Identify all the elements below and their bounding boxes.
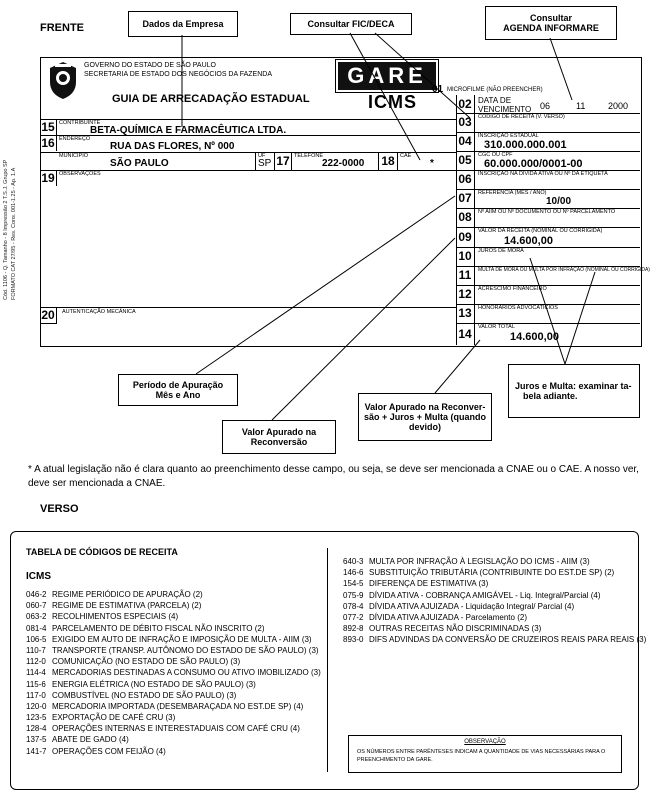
- codes-table-subtitle: ICMS: [26, 571, 51, 582]
- code-row: [343, 556, 633, 567]
- code-value: 146-6: [343, 568, 364, 578]
- code-description: SUBSTITUIÇÃO TRIBUTÁRIA (CONTRIBUINTE DO EST.DE SP) (2): [369, 568, 615, 578]
- field-06-number: 06: [456, 170, 475, 189]
- total-label: VALOR TOTAL: [478, 324, 515, 330]
- field-13-number: 13: [456, 304, 475, 323]
- field-08-number: 08: [456, 208, 475, 227]
- code-description: DIFERENÇA DE ESTIMATIVA (3): [369, 579, 489, 589]
- code-value: 110-7: [26, 645, 46, 655]
- code-description: MERCADORIAS DESTINADAS A CONSUMO OU ATIVO IMOBILIZADO (3): [52, 668, 321, 678]
- side-print-line1: Cód. 1106 - Q. Tamanho - 8 Impressão 2 T.S.J. Grupo SP: [3, 159, 9, 300]
- field-01-number: 01: [432, 84, 444, 95]
- code-row: [343, 590, 633, 601]
- field-05-number: 05: [456, 151, 475, 170]
- code-value: 046-2: [26, 590, 47, 599]
- code-row: [26, 679, 326, 690]
- code-value: 893-0: [343, 635, 364, 645]
- code-row: [343, 567, 633, 578]
- code-value: 154-5: [343, 579, 364, 589]
- code-row: [26, 701, 326, 712]
- code-value: 892-8: [343, 624, 364, 634]
- code-description: DÍVIDA ATIVA AJUIZADA - Parcelamento (2): [369, 612, 527, 622]
- code-row: [26, 667, 326, 678]
- uf-label: UF: [258, 153, 266, 159]
- code-description: REGIME DE ESTIMATIVA (PARCELA) (2): [52, 601, 202, 611]
- section-front-heading: FRENTE: [40, 22, 84, 34]
- field-18-number: 18: [378, 152, 398, 170]
- municipio-value: SÃO PAULO: [110, 158, 169, 169]
- acrescimo-label: ACRÉSCIMO FINANCEIRO: [478, 286, 547, 292]
- code-value: 112-0: [26, 657, 46, 667]
- observation-title: OBSERVAÇÃO: [464, 739, 506, 745]
- callout-valor-juros-line2: são + Juros + Multa (quando: [363, 412, 487, 422]
- callout-valor-apurado-line1: Valor Apurado na: [241, 427, 317, 437]
- code-description: DÍVIDA ATIVA AJUIZADA - Liquidação Integral/ Parcial (4): [369, 601, 575, 611]
- code-description: OPERAÇÕES INTERNAS E INTERESTADUAIS COM CAFÉ CRU (4): [52, 724, 300, 734]
- code-row: [26, 690, 326, 701]
- valor-receita-label: VALOR DA RECEITA (NOMINAL OU CORRIGIDA): [478, 228, 603, 234]
- code-row: [26, 734, 326, 745]
- code-row: [26, 712, 326, 723]
- code-description: RECOLHIMENTOS ESPECIAIS (4): [52, 612, 179, 622]
- field-03-number: 03: [456, 113, 475, 132]
- referencia-value: 10/00: [546, 196, 572, 207]
- data-year: 2000: [608, 101, 629, 111]
- code-value: 081-4: [26, 623, 47, 633]
- callout-valor-apurado: [222, 420, 336, 454]
- code-description: OUTRAS RECEITAS NÃO DISCRIMINADAS (3): [369, 624, 542, 634]
- code-value: 137-5: [26, 735, 47, 745]
- callout-consultar-fic-text: Consultar FIC/DECA: [307, 19, 395, 29]
- total-value: 14.600,00: [510, 331, 559, 343]
- field-16-number: 16: [40, 135, 57, 151]
- code-value: 075-9: [343, 590, 364, 600]
- code-row: [26, 600, 326, 611]
- code-row: [26, 645, 326, 656]
- codes-table-title: TABELA DE CÓDIGOS DE RECEITA: [26, 547, 178, 557]
- data-label-line1: DATA DE: [478, 96, 512, 105]
- multa-label: MULTA DE MORA OU MULTA POR INFRAÇÃO (NOMINAL OU CORRIGIDA): [478, 267, 650, 273]
- callout-valor-juros: [358, 393, 492, 441]
- endereco-value: RUA DAS FLORES, Nº 000: [110, 141, 235, 152]
- cgc-value: 60.000.000/0001-00: [484, 158, 583, 170]
- code-value: 123-5: [26, 713, 47, 723]
- field-07-number: 07: [456, 189, 475, 208]
- callout-valor-juros-line3: devido): [408, 422, 441, 432]
- code-row: [343, 601, 633, 612]
- code-description: EXIGIDO EM AUTO DE INFRAÇÃO E IMPOSIÇÃO DE MULTA - AIIM (3): [52, 634, 312, 644]
- code-row: [343, 623, 633, 634]
- code-row: [26, 611, 326, 622]
- endereco-label: ENDEREÇO: [59, 136, 91, 142]
- field-10-number: 10: [456, 247, 475, 266]
- data-label-line2: VENCIMENTO: [478, 105, 532, 114]
- callout-juros-multa-line1: Juros e Multa: examinar ta-: [515, 381, 632, 391]
- callout-agenda-line1: Consultar: [529, 13, 572, 23]
- field-09-number: 09: [456, 227, 475, 247]
- code-description: MULTA POR INFRAÇÃO À LEGISLAÇÃO DO ICMS - AIIM (3): [369, 557, 590, 566]
- side-print-line2: FORMATO CAT 27/95 - Res. Cons. 001-1.25 - Ap. 1.A: [11, 167, 17, 300]
- observation-text: OS NÚMEROS ENTRE PARÊNTESES INDICAM A QUANTIDADE DE VIAS NECESSÁRIAS PARA O PREENCHIMENTO DA GARE.: [357, 749, 606, 763]
- aiim-label: Nº AIIM OU Nº DOCUMENTO OU Nº PARCELAMENTO: [478, 209, 616, 215]
- contribuinte-value: BETA-QUÍMICA E FARMACÊUTICA LTDA.: [90, 125, 287, 136]
- valor-receita-value: 14.600,00: [504, 235, 553, 247]
- referencia-label: REFERÊNCIA (MÊS / ANO): [478, 190, 547, 196]
- code-value: 114-4: [26, 668, 46, 678]
- callout-valor-apurado-line2: Reconversão: [250, 437, 308, 447]
- code-description: COMUNICAÇÃO (NO ESTADO DE SÃO PAULO) (3): [52, 657, 241, 667]
- gare-logo-text: GARE: [347, 63, 427, 88]
- code-description: EXPORTAÇÃO DE CAFÉ CRU (3): [52, 713, 176, 723]
- juros-label: JUROS DE MORA: [478, 248, 524, 254]
- telefone-value: 222-0000: [322, 158, 365, 169]
- cae-value: *: [430, 158, 434, 169]
- field-12-number: 12: [456, 285, 475, 304]
- autenticacao-label: AUTENTICAÇÃO MECÂNICA: [62, 309, 136, 315]
- icms-label: ICMS: [368, 92, 417, 112]
- data-day: 06: [540, 101, 551, 111]
- field-14-number: 14: [456, 323, 475, 345]
- codes-right-list: [343, 556, 647, 646]
- field-19-number: 19: [40, 170, 57, 186]
- gov-line-1: GOVERNO DO ESTADO DE SÃO PAULO: [84, 62, 216, 69]
- code-row: [26, 656, 326, 667]
- code-row: [26, 589, 326, 600]
- code-description: ENERGIA ELÉTRICA (NO ESTADO DE SÃO PAULO) (3): [52, 679, 256, 689]
- code-description: OPERAÇÕES COM FEIJÃO (4): [52, 746, 166, 756]
- section-back-heading: VERSO: [40, 503, 79, 515]
- code-description: ABATE DE GADO (4): [52, 735, 129, 745]
- gov-line-2: SECRETARIA DE ESTADO DOS NEGÓCIOS DA FAZENDA: [84, 71, 272, 78]
- callout-agenda-line2: AGENDA INFORMARE: [503, 23, 599, 33]
- callout-periodo-line2: Mês e Ano: [155, 390, 201, 400]
- honorarios-label: HONORÁRIOS ADVOCATÍCIOS: [478, 305, 558, 311]
- code-value: 078-4: [343, 601, 364, 611]
- form-title: GUIA DE ARRECADAÇÃO ESTADUAL: [112, 93, 310, 105]
- observacoes-label: OBSERVAÇÕES: [59, 171, 101, 177]
- code-row: [26, 723, 326, 734]
- callout-juros-multa: [508, 364, 640, 418]
- code-value: 115-6: [26, 679, 46, 689]
- code-row: [343, 612, 633, 623]
- legislation-note: * A atual legislação não é clara quanto ao preenchimento desse campo, ou seja, se deve ser mencionada a CNAE ou o CAE. A nosso ver, deve ser mencionada a CNAE.: [28, 464, 639, 489]
- callout-periodo-line1: Período de Apuração: [132, 380, 224, 390]
- observation-box: [348, 735, 622, 773]
- telefone-label: TELEFONE: [294, 153, 324, 159]
- codes-left-list: [26, 589, 326, 757]
- cae-label: CAE: [400, 153, 412, 159]
- field-11-number: 11: [456, 266, 475, 285]
- field-04-number: 04: [456, 132, 475, 151]
- field-17-number: 17: [274, 152, 292, 170]
- contribuinte-label: CONTRIBUINTE: [59, 120, 101, 126]
- code-value: 128-4: [26, 724, 47, 734]
- cgc-label: CGC OU CPF: [478, 152, 513, 158]
- divida-label: INSCRIÇÃO NA DÍVIDA ATIVA OU Nº DA ETIQUETA: [478, 171, 608, 177]
- code-value: 077-2: [343, 612, 364, 622]
- code-description: REGIME PERIÓDICO DE APURAÇÃO (2): [52, 590, 203, 599]
- data-month: 11: [576, 101, 586, 111]
- field-15-number: 15: [40, 119, 57, 135]
- field-02-number: 02: [456, 95, 475, 113]
- callout-valor-juros-line1: Valor Apurado na Reconver-: [364, 402, 486, 412]
- microfilme-label: MICROFILME (NÃO PREENCHER): [447, 87, 543, 93]
- code-row: [26, 746, 326, 757]
- field-20-number: 20: [40, 307, 57, 324]
- code-row: [26, 634, 326, 645]
- code-value: 120-0: [26, 701, 47, 711]
- cod-receita-label: CÓDIGO DE RECEITA (V. VERSO): [478, 114, 565, 120]
- code-value: 141-7: [26, 746, 47, 756]
- uf-value: SP: [258, 158, 272, 169]
- ie-label: INSCRIÇÃO ESTADUAL: [478, 133, 539, 139]
- code-row: [26, 623, 326, 634]
- callout-juros-multa-line2: bela adiante.: [523, 391, 578, 401]
- code-value: 063-2: [26, 612, 47, 622]
- code-row: [343, 578, 633, 589]
- municipio-label: MUNICÍPIO: [59, 153, 89, 159]
- code-value: 060-7: [26, 601, 47, 611]
- code-value: 640-3: [343, 557, 364, 566]
- callout-periodo: [118, 374, 238, 406]
- code-description: MERCADORIA IMPORTADA (DESEMBARAÇADA NO EST.DE SP) (4): [52, 701, 304, 711]
- code-description: COMBUSTÍVEL (NO ESTADO DE SÃO PAULO) (3): [52, 690, 237, 700]
- code-description: DÍVIDA ATIVA - COBRANÇA AMIGÁVEL - Liq. Integral/Parcial (4): [369, 590, 601, 600]
- ie-value: 310.000.000.001: [484, 139, 567, 151]
- code-description: TRANSPORTE (TRANSP. AUTÔNOMO DO ESTADO DE SÃO PAULO) (3): [52, 645, 319, 655]
- code-value: 106-5: [26, 634, 47, 644]
- code-value: 117-0: [26, 690, 46, 700]
- callout-dados-empresa-text: Dados da Empresa: [142, 19, 224, 29]
- code-description: PARCELAMENTO DE DÉBITO FISCAL NÃO INSCRITO (2): [52, 623, 265, 633]
- code-description: DIFS ADVINDAS DA CONVERSÃO DE CRUZEIROS REAIS PARA REAIS (3): [369, 635, 647, 645]
- code-row: [343, 634, 647, 645]
